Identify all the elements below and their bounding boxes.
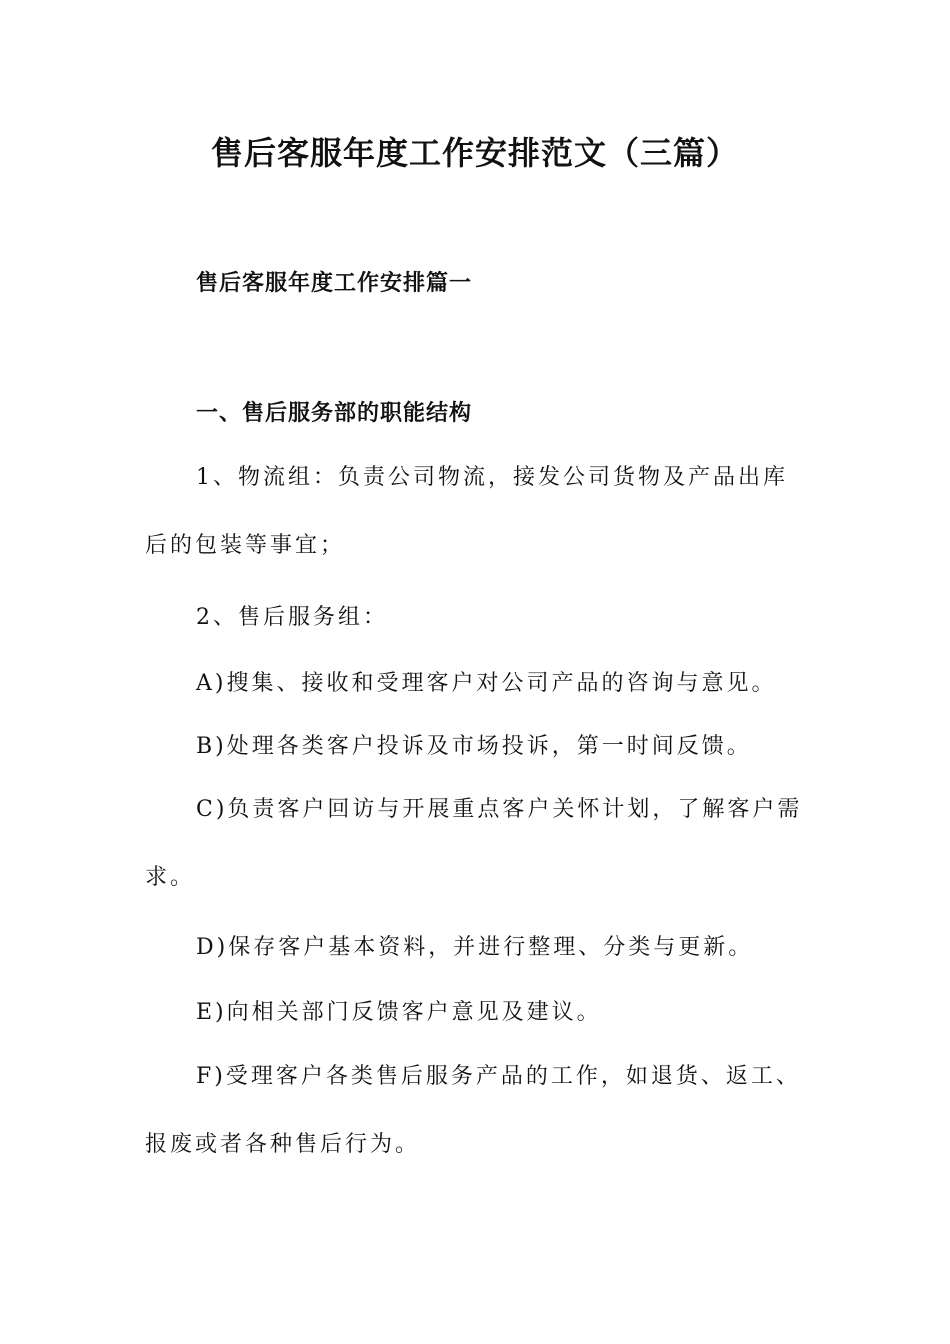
article-heading: 售后客服年度工作安排篇一 [196,271,473,296]
paragraph-item-e: E)向相关部门反馈客户意见及建议。 [196,1000,602,1025]
paragraph-item-c: C)负责客户回访与开展重点客户关怀计划，了解客户需求。 [145,797,803,890]
paragraph-logistics: 1、物流组：负责公司物流，接发公司货物及产品出库后的包装等事宜； [145,465,788,558]
paragraph-after-sales-group: 2、售后服务组： [196,605,388,630]
paragraph-item-d: D)保存客户基本资料，并进行整理、分类与更新。 [196,935,754,960]
document-title: 售后客服年度工作安排范文（三篇） [210,134,739,172]
paragraph-item-b: B)处理各类客户投诉及市场投诉，第一时间反馈。 [196,734,752,759]
paragraph-item-a: A)搜集、接收和受理客户对公司产品的咨询与意见。 [196,671,777,696]
paragraph-item-f: F)受理客户各类售后服务产品的工作，如退货、返工、报废或者各种售后行为。 [145,1064,801,1157]
section-heading: 一、售后服务部的职能结构 [196,401,473,426]
